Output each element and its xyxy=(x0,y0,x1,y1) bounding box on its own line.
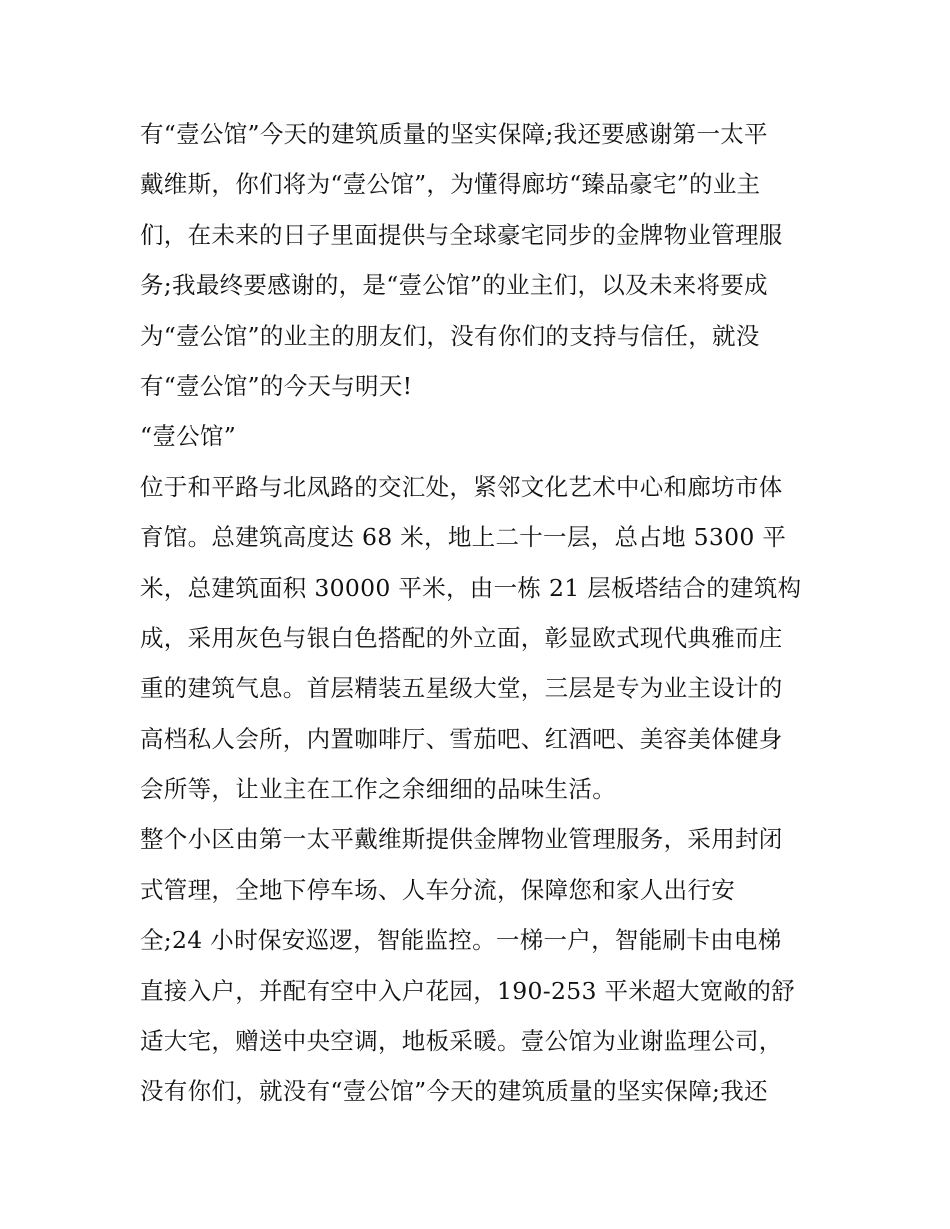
text-line: 有“壹公馆”今天的建筑质量的坚实保障;我还要感谢第一太平 xyxy=(140,120,768,148)
text-line: 有“壹公馆”的今天与明天! xyxy=(140,371,413,400)
document-body xyxy=(140,109,830,1117)
text-line: 直接入户，并配有空中入户花园，190-253 平米超大宽敞的舒 xyxy=(140,976,795,1005)
text-line: 整个小区由第一太平戴维斯提供金牌物业管理服务，采用封闭 xyxy=(140,825,783,854)
text-line: 没有你们，就没有“壹公馆”今天的建筑质量的坚实保障;我还 xyxy=(140,1077,768,1106)
text-line: 高档私人会所，内置咖啡厅、雪茄吧、红酒吧、美容美体健身 xyxy=(140,724,783,753)
text-line: 适大宅，赠送中央空调，地板采暖。壹公馆为业谢监理公司， xyxy=(140,1027,783,1056)
text-line: 成，采用灰色与银白色搭配的外立面，彰显欧式现代典雅而庄 xyxy=(140,623,783,652)
text-line: 米，总建筑面积 30000 平米，由一栋 21 层板塔结合的建筑构 xyxy=(140,573,802,602)
text-line: 务;我最终要感谢的，是“壹公馆”的业主们，以及未来将要成 xyxy=(140,271,768,300)
paragraph-thanks xyxy=(140,109,830,411)
text-line: 会所等，让业主在工作之余细细的品味生活。 xyxy=(140,775,616,804)
text-line: 育馆。总建筑高度达 68 米，地上二十一层，总占地 5300 平 xyxy=(140,523,787,552)
text-line: 全;24 小时保安巡逻，智能监控。一梯一户，智能刷卡由电梯 xyxy=(140,926,782,955)
section-heading xyxy=(140,411,830,461)
text-line: 式管理，全地下停车场、人车分流，保障您和家人出行安 xyxy=(140,875,735,904)
paragraph-management xyxy=(140,814,830,1116)
text-line: 为“壹公馆”的业主的朋友们，没有你们的支持与信任，就没 xyxy=(140,321,760,350)
text-line: 戴维斯，你们将为“壹公馆”，为懂得廊坊“臻品豪宅”的业主 xyxy=(140,170,761,199)
paragraph-location xyxy=(140,462,830,815)
text-line: 位于和平路与北凤路的交汇处，紧邻文化艺术中心和廊坊市体 xyxy=(140,472,783,501)
text-line: 们，在未来的日子里面提供与全球豪宅同步的金牌物业管理服 xyxy=(140,220,783,249)
heading-line: “壹公馆” xyxy=(140,422,237,451)
text-line: 重的建筑气息。首层精装五星级大堂，三层是专为业主设计的 xyxy=(140,674,783,703)
